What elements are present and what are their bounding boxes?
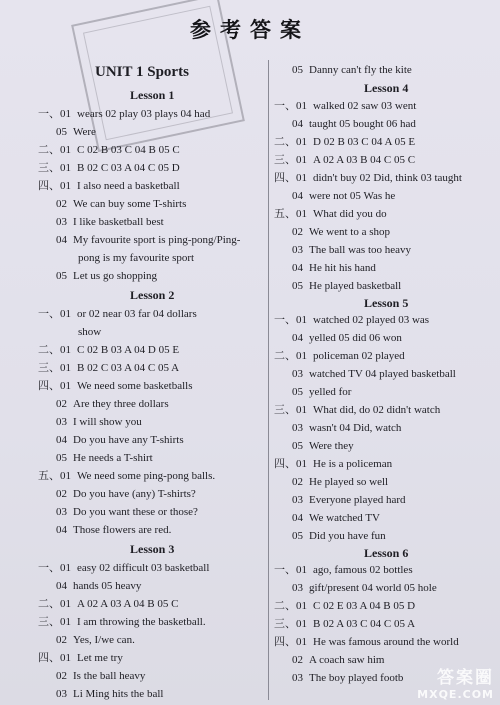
answer-line: [274, 635, 459, 649]
answer-line: [292, 189, 395, 203]
answer-text: wasn't 04 Did, watch: [309, 422, 402, 434]
item-number: 02: [56, 634, 67, 646]
answer-text: gift/present 04 world 05 hole: [309, 582, 437, 594]
answer-line: [274, 313, 429, 327]
answer-text: Li Ming hits the ball: [73, 688, 164, 700]
answer-line: [292, 385, 351, 399]
item-number: 04: [56, 580, 67, 592]
page-title: 参考答案: [190, 18, 310, 42]
answer-line: [56, 579, 141, 593]
item-number: 03: [292, 672, 303, 684]
answer-line: [56, 505, 198, 519]
answer-line: [292, 653, 384, 667]
item-number: 二、01: [38, 144, 71, 156]
answer-line: [292, 439, 354, 453]
item-number: 04: [292, 262, 303, 274]
item-number: 四、01: [274, 636, 307, 648]
answer-text: Let us go shopping: [73, 270, 158, 282]
answer-text: Those flowers are red.: [73, 524, 172, 536]
answer-text: I am throwing the basketball.: [77, 616, 206, 628]
item-number: 三、01: [38, 162, 71, 174]
answer-line: [56, 125, 96, 139]
answer-text: easy 02 difficult 03 basketball: [77, 562, 210, 574]
answer-text: watched 02 played 03 was: [313, 314, 430, 326]
lesson-heading: Lesson 1: [130, 88, 175, 102]
answer-line: [56, 215, 164, 229]
answer-line: [56, 633, 135, 647]
item-number: 05: [292, 386, 303, 398]
item-number: 02: [56, 198, 67, 210]
answer-line: [38, 615, 206, 629]
item-number: 三、01: [274, 618, 307, 630]
item-number: 一、01: [38, 108, 71, 120]
answer-line: [274, 349, 405, 363]
answer-text: B 02 C 03 A 04 C 05 D: [77, 162, 180, 174]
answer-line: [292, 421, 401, 435]
lesson-heading: Lesson 2: [130, 288, 175, 302]
answer-text: hands 05 heavy: [73, 580, 142, 592]
answer-text: or 02 near 03 far 04 dollars: [77, 308, 197, 320]
item-number: 05: [292, 280, 303, 292]
item-number: 二、01: [274, 136, 307, 148]
item-number: 02: [56, 398, 67, 410]
answer-line: [78, 251, 194, 265]
answer-text: A 02 A 03 A 04 B 05 C: [77, 598, 179, 610]
answer-line: [38, 161, 180, 175]
answer-line: [56, 687, 163, 701]
answer-text: The boy played footb: [309, 672, 404, 684]
answer-line: [292, 279, 401, 293]
answer-text: I also need a basketball: [77, 180, 180, 192]
answer-line: [274, 207, 387, 221]
lesson-heading: Lesson 6: [364, 546, 409, 560]
answer-line: [56, 397, 169, 411]
answer-line: [274, 99, 416, 113]
answer-text: C 02 B 03 C 04 B 05 C: [77, 144, 180, 156]
item-number: 03: [56, 688, 67, 700]
answer-text: B 02 C 03 A 04 C 05 A: [77, 362, 180, 374]
answer-line: [292, 117, 416, 131]
answer-text: were not 05 Was he: [309, 190, 396, 202]
item-number: 03: [292, 494, 303, 506]
item-number: 一、01: [274, 564, 307, 576]
answer-line: [38, 379, 193, 393]
answer-line: [56, 269, 157, 283]
answer-text: He is a policeman: [313, 458, 393, 470]
answer-text: yelled for: [309, 386, 352, 398]
answer-text: What did you do: [313, 208, 387, 220]
answer-line: [292, 261, 376, 275]
answer-line: [56, 415, 142, 429]
answer-line: [274, 403, 440, 417]
answer-line: [292, 511, 380, 525]
answer-line: [38, 597, 178, 611]
item-number: 02: [292, 654, 303, 666]
answer-line: [38, 307, 197, 321]
answer-text: wears 02 play 03 plays 04 had: [77, 108, 211, 120]
answer-text: Were they: [309, 440, 354, 452]
item-number: 03: [292, 582, 303, 594]
item-number: 05: [56, 270, 67, 282]
answer-line: [292, 493, 406, 507]
item-number: 一、01: [38, 562, 71, 574]
answer-text: Everyone played hard: [309, 494, 406, 506]
answer-line: [274, 617, 415, 631]
lesson-heading: Lesson 5: [364, 296, 409, 310]
item-number: 四、01: [38, 180, 71, 192]
item-number: 02: [56, 488, 67, 500]
item-number: 二、01: [38, 344, 71, 356]
answer-text: He needs a T-shirt: [73, 452, 153, 464]
answer-line: [38, 469, 215, 483]
answer-text: We need some ping-pong balls.: [77, 470, 216, 482]
answer-text: B 02 A 03 C 04 C 05 A: [313, 618, 416, 630]
item-number: 一、01: [38, 308, 71, 320]
item-number: 03: [292, 368, 303, 380]
watermark-line1: 答案圈: [437, 668, 494, 688]
item-number: 二、01: [38, 598, 71, 610]
answer-line: [56, 669, 145, 683]
answer-text: show: [78, 326, 102, 338]
answer-text: What did, do 02 didn't watch: [313, 404, 441, 416]
item-number: 04: [292, 118, 303, 130]
item-number: 四、01: [274, 172, 307, 184]
answer-text: watched TV 04 played basketball: [309, 368, 456, 380]
item-number: 三、01: [38, 616, 71, 628]
answer-line: [274, 135, 415, 149]
answer-line: [38, 143, 180, 157]
column-divider: [268, 60, 269, 700]
answer-line: [274, 563, 413, 577]
answer-text: Do you have (any) T-shirts?: [73, 488, 196, 500]
answer-line: [38, 343, 179, 357]
answer-text: I like basketball best: [73, 216, 164, 228]
item-number: 03: [56, 416, 67, 428]
answer-line: [38, 361, 179, 375]
answer-text: ago, famous 02 bottles: [313, 564, 413, 576]
answer-text: Were: [73, 126, 96, 138]
item-number: 05: [292, 440, 303, 452]
answer-text: He was famous around the world: [313, 636, 459, 648]
item-number: 二、01: [274, 350, 307, 362]
answer-line: [56, 433, 184, 447]
answer-text: policeman 02 played: [313, 350, 405, 362]
answer-line: [274, 153, 415, 167]
answer-line: [274, 171, 462, 185]
item-number: 二、01: [274, 600, 307, 612]
watermark-line2: MXQE.COM: [417, 688, 494, 701]
item-number: 05: [292, 530, 303, 542]
answer-text: C 02 E 03 A 04 B 05 D: [313, 600, 416, 612]
answer-text: Do you have any T-shirts: [73, 434, 184, 446]
item-number: 03: [56, 506, 67, 518]
answer-line: [292, 529, 386, 543]
answer-text: D 02 B 03 C 04 A 05 E: [313, 136, 416, 148]
item-number: 四、01: [274, 458, 307, 470]
item-number: 04: [56, 434, 67, 446]
item-number: 02: [56, 670, 67, 682]
item-number: 04: [292, 190, 303, 202]
answer-text: A 02 A 03 B 04 C 05 C: [313, 154, 416, 166]
answer-text: He played basketball: [309, 280, 402, 292]
item-number: 三、01: [274, 154, 307, 166]
answer-text: We can buy some T-shirts: [73, 198, 187, 210]
watermark-logo: [417, 663, 494, 701]
item-number: 05: [56, 452, 67, 464]
answer-text: Did you have fun: [309, 530, 386, 542]
item-number: 03: [56, 216, 67, 228]
answer-line: [38, 561, 209, 575]
answer-line: [292, 367, 456, 381]
answer-text: yelled 05 did 06 won: [309, 332, 402, 344]
answer-text: He played so well: [309, 476, 389, 488]
answer-line: [292, 671, 403, 685]
answer-text: walked 02 saw 03 went: [313, 100, 417, 112]
answer-line: [292, 63, 412, 77]
answer-line: [56, 233, 240, 247]
lesson-heading: Lesson 4: [364, 81, 409, 95]
answer-text: We watched TV: [309, 512, 380, 524]
answer-line: [292, 331, 402, 345]
answer-text: pong is my favourite sport: [78, 252, 195, 264]
answer-line: [56, 523, 171, 537]
answer-text: Are they three dollars: [73, 398, 169, 410]
lesson-heading: Lesson 3: [130, 542, 175, 556]
item-number: 五、01: [274, 208, 307, 220]
item-number: 一、01: [274, 314, 307, 326]
item-number: 04: [56, 524, 67, 536]
answer-text: We need some basketballs: [77, 380, 193, 392]
item-number: 03: [292, 244, 303, 256]
item-number: 04: [292, 332, 303, 344]
answer-line: [38, 179, 180, 193]
answer-text: Let me try: [77, 652, 123, 664]
answer-line: [274, 457, 392, 471]
answer-line: [292, 225, 390, 239]
item-number: 02: [292, 226, 303, 238]
answer-line: [56, 197, 186, 211]
item-number: 五、01: [38, 470, 71, 482]
answer-text: taught 05 bought 06 had: [309, 118, 416, 130]
answer-text: The ball was too heavy: [309, 244, 412, 256]
answer-line: [274, 599, 415, 613]
item-number: 三、01: [38, 362, 71, 374]
answer-text: Danny can't fly the kite: [309, 64, 412, 76]
item-number: 04: [56, 234, 67, 246]
answer-line: [292, 243, 411, 257]
item-number: 05: [56, 126, 67, 138]
answer-text: We went to a shop: [309, 226, 390, 238]
answer-line: [292, 581, 437, 595]
item-number: 05: [292, 64, 303, 76]
answer-text: Yes, I/we can.: [73, 634, 135, 646]
answer-text: Do you want these or those?: [73, 506, 198, 518]
item-number: 02: [292, 476, 303, 488]
answer-line: [56, 487, 196, 501]
answer-text: C 02 B 03 A 04 D 05 E: [77, 344, 180, 356]
answer-line: [292, 475, 388, 489]
answer-text: A coach saw him: [309, 654, 385, 666]
answer-text: He hit his hand: [309, 262, 376, 274]
item-number: 三、01: [274, 404, 307, 416]
item-number: 04: [292, 512, 303, 524]
answer-line: [78, 325, 101, 339]
answer-text: Is the ball heavy: [73, 670, 146, 682]
item-number: 四、01: [38, 652, 71, 664]
answer-text: My favourite sport is ping-pong/Ping-: [73, 234, 241, 246]
answer-line: [56, 451, 153, 465]
item-number: 03: [292, 422, 303, 434]
answer-line: [38, 107, 210, 121]
item-number: 四、01: [38, 380, 71, 392]
unit-title: UNIT 1 Sports: [95, 64, 189, 80]
answer-text: didn't buy 02 Did, think 03 taught: [313, 172, 462, 184]
item-number: 一、01: [274, 100, 307, 112]
answer-line: [38, 651, 123, 665]
answer-text: I will show you: [73, 416, 142, 428]
